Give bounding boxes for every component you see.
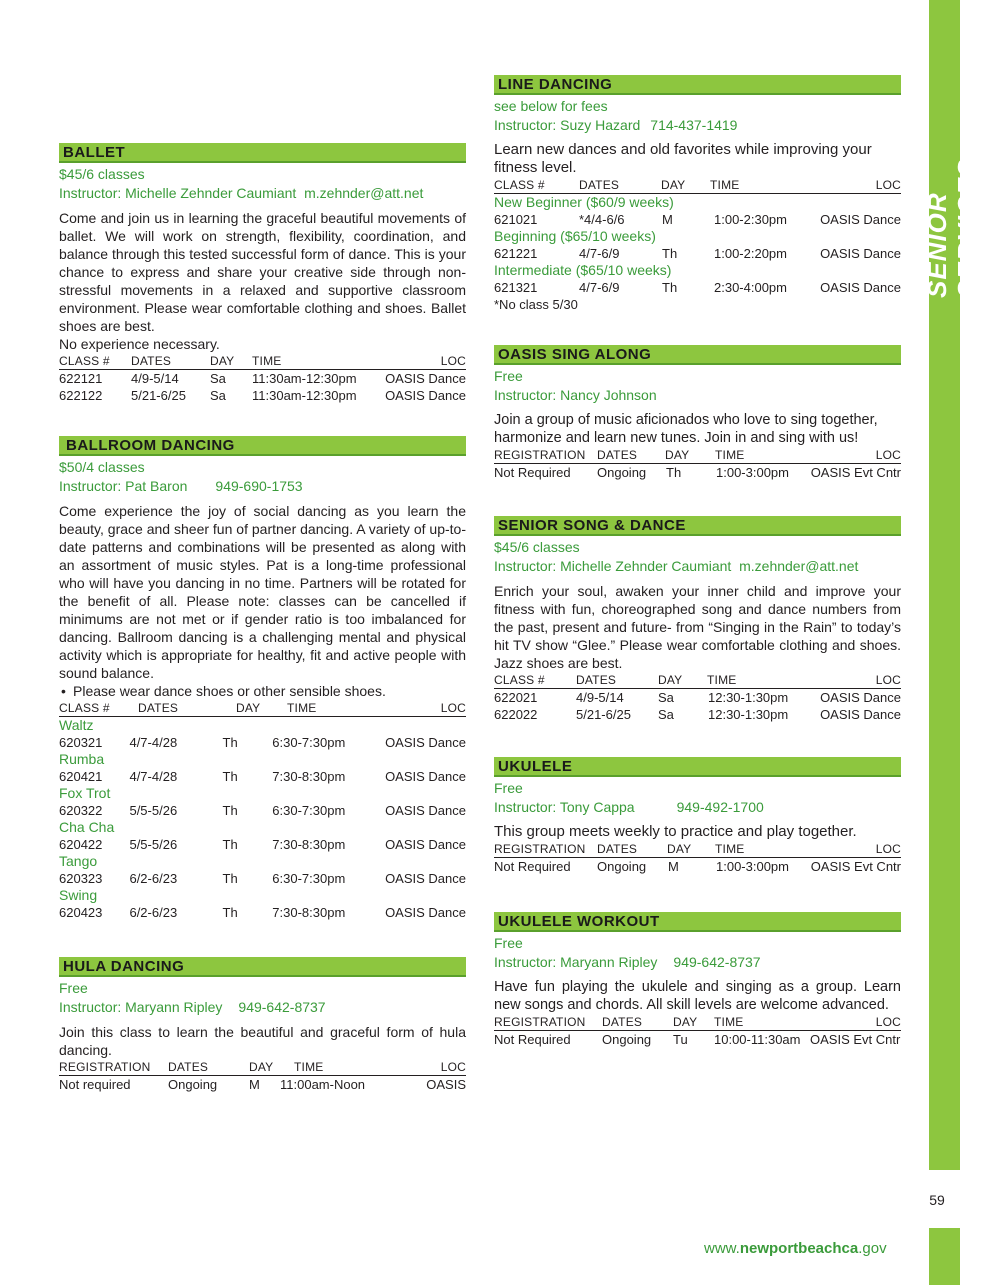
col-day: DAY — [236, 701, 261, 715]
contact: 949-642-8737 — [673, 954, 761, 970]
day: Th — [222, 735, 238, 750]
contact: 714-437-1419 — [650, 117, 738, 133]
time: 1:00-2:20pm — [714, 246, 787, 261]
col-dates: DATES — [597, 842, 638, 856]
col-day: DAY — [658, 673, 683, 687]
instructor: Instructor: Maryann Ripley — [494, 954, 658, 970]
section-title: UKULELE — [494, 757, 901, 777]
section-title: SENIOR SONG & DANCE — [494, 516, 901, 536]
description: Learn new dances and old favorites while improving your fitness level. — [494, 141, 872, 176]
day: M — [249, 1077, 260, 1092]
class-number: 621021 — [494, 212, 538, 227]
section-title: UKULELE WORKOUT — [494, 912, 901, 932]
class-number: 622021 — [494, 690, 538, 705]
hula-section — [59, 957, 466, 1093]
class-subheading: Tango — [59, 853, 98, 869]
section-title: BALLROOM DANCING — [59, 436, 466, 456]
col-time: TIME — [287, 701, 317, 715]
col-dates: DATES — [579, 178, 620, 192]
day: Th — [222, 871, 238, 886]
day: Th — [222, 837, 238, 852]
table-row — [59, 370, 466, 387]
col-loc: LOC — [875, 673, 901, 687]
dates: 4/7-4/28 — [129, 735, 178, 750]
footnote: *No class 5/30 — [494, 297, 578, 312]
url-domain: newportbeachca — [739, 1240, 859, 1257]
location: OASIS Dance — [385, 388, 466, 403]
col-registration: REGISTRATION — [494, 448, 586, 462]
instructor-line — [494, 798, 901, 817]
time: 7:30-8:30pm — [272, 769, 346, 784]
location: OASIS Dance — [385, 735, 466, 750]
table-row — [59, 734, 466, 751]
class-subheading: Cha Cha — [59, 819, 115, 835]
class-number: 622122 — [59, 388, 103, 403]
col-class: CLASS # — [494, 178, 545, 192]
location: OASIS Dance — [385, 769, 466, 784]
time: 11:30am-12:30pm — [252, 371, 357, 386]
table-header — [59, 354, 466, 370]
location: OASIS Dance — [820, 280, 901, 295]
instructor-line — [494, 557, 901, 576]
instructor: Instructor: Suzy Hazard — [494, 117, 641, 133]
class-subheading: Fox Trot — [59, 785, 111, 801]
day: Th — [662, 280, 678, 295]
contact: 949-642-8737 — [238, 999, 326, 1015]
class-number: 620422 — [59, 837, 103, 852]
time: 1:00-3:00pm — [716, 465, 789, 480]
table-row — [494, 245, 901, 262]
location: OASIS Dance — [385, 371, 466, 386]
class-number: 620322 — [59, 803, 103, 818]
registration: Not Required — [494, 465, 571, 480]
description: Come and join us in learning the graceful beautiful movements of ballet. We will work on strength, flexibility, coordination, and balance through this tested successful form of dance. This is your chance to express and share your creative side through non-stressful movements in a relaxed and supportive classroom environment. Please wear comfortable clothing and shoes. Ballet shoes are best. — [59, 210, 466, 334]
instructor-line — [59, 477, 466, 496]
class-subheading: Beginning ($65/10 weeks) — [494, 228, 656, 244]
col-loc: LOC — [875, 842, 901, 856]
col-class: CLASS # — [494, 673, 545, 687]
location: OASIS Evt Cntr — [810, 1032, 901, 1047]
col-time: TIME — [714, 1015, 744, 1029]
location: OASIS Evt Cntr — [810, 859, 901, 874]
col-time: TIME — [252, 354, 282, 368]
day: Th — [222, 769, 238, 784]
col-time: TIME — [715, 448, 745, 462]
col-time: TIME — [707, 673, 737, 687]
table-header — [494, 178, 901, 194]
col-time: TIME — [294, 1060, 324, 1074]
fee: Free — [59, 980, 88, 996]
table-row — [494, 858, 901, 875]
table-row — [59, 802, 466, 819]
location: OASIS Dance — [385, 905, 466, 920]
description: Come experience the joy of social dancing as you learn the beauty, grace and sheer fun of partner dancing. A variety of up-to-date patterns and combinations will be presented as along with an assortment of music styles. Pat is a long-time professional who will have you dancing in no time. Partners will be rotated for the benefit of all. Please note: classes can be cancelled if minimums are not met or if gender ratio is too imbalanced for dancing. Ballroom dancing is a challenging mental and physical activity which is appropriate for healthy, fit and active people with sound balance. — [59, 503, 466, 681]
time: 11:00am-Noon — [280, 1077, 366, 1092]
class-subheading: Swing — [59, 887, 98, 903]
instructor-line — [494, 116, 901, 135]
fee: see below for fees — [494, 98, 608, 114]
table-row — [59, 1076, 466, 1093]
col-dates: DATES — [576, 673, 617, 687]
bullet-note: • Please wear dance shoes or other sensible shoes. — [59, 682, 466, 700]
section-title: OASIS SING ALONG — [494, 345, 901, 365]
col-dates: DATES — [597, 448, 638, 462]
time: 6:30-7:30pm — [272, 735, 346, 750]
col-registration: REGISTRATION — [59, 1060, 151, 1074]
contact: 949-492-1700 — [676, 799, 764, 815]
contact: 949-690-1753 — [215, 478, 303, 494]
line-table-body — [494, 194, 901, 296]
time: 11:30am-12:30pm — [252, 388, 357, 403]
dates: 4/7-6/9 — [579, 280, 620, 295]
dates: 6/2-6/23 — [129, 871, 178, 886]
time: 2:30-4:00pm — [714, 280, 787, 295]
class-number: 620323 — [59, 871, 103, 886]
dates: 4/9-5/14 — [131, 371, 179, 386]
table-row — [59, 387, 466, 404]
description: Join this class to learn the beautiful and graceful form of hula dancing. — [59, 1024, 466, 1058]
col-registration: REGISTRATION — [494, 842, 586, 856]
day: Sa — [210, 388, 226, 403]
instructor-line — [494, 953, 901, 972]
day: Th — [222, 803, 238, 818]
day: Sa — [658, 690, 674, 705]
sing-along-section — [494, 345, 901, 481]
day: Tu — [673, 1032, 688, 1047]
sidebar-band-bottom — [929, 1228, 960, 1285]
sidebar-label: SENIOR SERVICES — [922, 158, 982, 298]
table-row — [494, 706, 901, 723]
time: 12:30-1:30pm — [708, 690, 789, 705]
dates: 5/21-6/25 — [131, 388, 186, 403]
col-registration: REGISTRATION — [494, 1015, 586, 1029]
table-header — [59, 701, 466, 717]
dates: 6/2-6/23 — [129, 905, 178, 920]
time: 6:30-7:30pm — [272, 803, 346, 818]
time: 7:30-8:30pm — [272, 837, 346, 852]
instructor: Instructor: Michelle Zehnder Caumiant — [494, 558, 732, 574]
table-row — [494, 211, 901, 228]
note: No experience necessary. — [59, 336, 220, 352]
location: OASIS Dance — [820, 690, 901, 705]
col-loc: LOC — [440, 354, 466, 368]
url-suffix: .gov — [858, 1240, 887, 1257]
table-header — [494, 673, 901, 689]
col-day: DAY — [210, 354, 235, 368]
col-time: TIME — [715, 842, 745, 856]
class-number: 620321 — [59, 735, 103, 750]
dates: Ongoing — [597, 465, 647, 480]
class-number: 621321 — [494, 280, 538, 295]
time: 1:00-2:30pm — [714, 212, 787, 227]
dates: 5/5-5/26 — [129, 837, 178, 852]
section-title: BALLET — [59, 143, 466, 163]
class-number: 622022 — [494, 707, 538, 722]
description: Join a group of music aficionados who love to sing together, harmonize and learn new tunes. Join in and sing with us! — [494, 412, 878, 446]
col-loc: LOC — [875, 178, 901, 192]
time: 1:00-3:00pm — [716, 859, 789, 874]
day: Th — [222, 905, 238, 920]
col-loc: LOC — [875, 448, 901, 462]
ballroom-table-body — [59, 717, 466, 921]
class-number: 622121 — [59, 371, 103, 386]
table-header — [494, 842, 901, 858]
ballroom-section — [59, 436, 466, 921]
col-loc: LOC — [875, 1015, 901, 1029]
day: M — [662, 212, 673, 227]
ukulele-section — [494, 757, 901, 875]
contact: m.zehnder@att.net — [304, 185, 424, 201]
location: OASIS Dance — [820, 246, 901, 261]
col-dates: DATES — [131, 354, 172, 368]
website-url[interactable] — [704, 1240, 887, 1257]
col-day: DAY — [673, 1015, 698, 1029]
fee: Free — [494, 780, 523, 796]
location: OASIS Dance — [385, 803, 466, 818]
class-number: 620421 — [59, 769, 103, 784]
location: OASIS Evt Cntr — [810, 465, 901, 480]
col-time: TIME — [710, 178, 740, 192]
class-subheading: Rumba — [59, 751, 105, 767]
table-row — [59, 836, 466, 853]
description: Have fun playing the ukulele and singing as a group. Learn new songs and chords. All skill levels are welcome advanced. — [494, 979, 901, 1013]
time: 6:30-7:30pm — [272, 871, 346, 886]
instructor: Instructor: Tony Cappa — [494, 799, 635, 815]
registration: Not Required — [494, 859, 571, 874]
instructor: Instructor: Maryann Ripley — [59, 999, 223, 1015]
table-row — [59, 870, 466, 887]
table-row — [494, 279, 901, 296]
instructor: Instructor: Nancy Johnson — [494, 387, 657, 403]
col-dates: DATES — [168, 1060, 209, 1074]
class-subheading: New Beginner ($60/9 weeks) — [494, 194, 674, 210]
instructor: Instructor: Pat Baron — [59, 478, 188, 494]
col-day: DAY — [665, 448, 690, 462]
description: Enrich your soul, awaken your inner child and improve your fitness with fun, choreographed song and dance numbers from the past, present and future- from “Singing in the Rain” to today’s hit TV show “Glee.” Please wear comfortable clothing and shoes. Jazz shoes are best. — [494, 583, 901, 671]
instructor-line — [59, 998, 466, 1017]
col-loc: LOC — [440, 1060, 466, 1074]
dates: Ongoing — [597, 859, 647, 874]
table-header — [494, 448, 901, 464]
ukulele-workout-section — [494, 912, 901, 1048]
dates: 4/9-5/14 — [576, 690, 624, 705]
col-loc: LOC — [440, 701, 466, 715]
fee: $45/6 classes — [59, 166, 145, 182]
day: Th — [662, 246, 678, 261]
table-header — [59, 1060, 466, 1076]
description: This group meets weekly to practice and play together. — [494, 823, 857, 840]
instructor: Instructor: Michelle Zehnder Caumiant — [59, 185, 297, 201]
location: OASIS — [426, 1077, 466, 1092]
dates: Ongoing — [168, 1077, 218, 1092]
col-class: CLASS # — [59, 354, 110, 368]
table-row — [59, 904, 466, 921]
table-row — [59, 768, 466, 785]
time: 12:30-1:30pm — [708, 707, 789, 722]
location: OASIS Dance — [385, 837, 466, 852]
song-dance-section — [494, 516, 901, 723]
table-row — [494, 464, 901, 481]
location: OASIS Dance — [820, 707, 901, 722]
col-dates: DATES — [602, 1015, 643, 1029]
dates: 4/7-6/9 — [579, 246, 620, 261]
time: 7:30-8:30pm — [272, 905, 346, 920]
class-number: 620423 — [59, 905, 103, 920]
location: OASIS Dance — [820, 212, 901, 227]
section-title: HULA DANCING — [59, 957, 466, 977]
fee: $50/4 classes — [59, 459, 145, 475]
col-dates: DATES — [138, 701, 179, 715]
registration: Not required — [59, 1077, 131, 1092]
col-day: DAY — [667, 842, 692, 856]
col-day: DAY — [661, 178, 686, 192]
section-title: LINE DANCING — [494, 75, 901, 95]
dates: 5/21-6/25 — [576, 707, 631, 722]
table-header — [494, 1015, 901, 1031]
instructor-line — [59, 184, 466, 203]
fee: $45/6 classes — [494, 539, 580, 555]
registration: Not Required — [494, 1032, 571, 1047]
class-number: 621221 — [494, 246, 538, 261]
col-day: DAY — [249, 1060, 274, 1074]
dates: Ongoing — [602, 1032, 652, 1047]
ballet-section — [59, 143, 466, 404]
dates: *4/4-6/6 — [579, 212, 625, 227]
location: OASIS Dance — [385, 871, 466, 886]
contact: m.zehnder@att.net — [739, 558, 859, 574]
line-dancing-section — [494, 75, 901, 313]
page-number: 59 — [929, 1192, 945, 1208]
day: Sa — [658, 707, 674, 722]
class-subheading: Waltz — [59, 717, 94, 733]
dates: 5/5-5/26 — [129, 803, 178, 818]
table-row — [494, 1031, 901, 1048]
day: Sa — [210, 371, 226, 386]
table-row — [494, 689, 901, 706]
fee: Free — [494, 935, 523, 951]
dates: 4/7-4/28 — [129, 769, 178, 784]
url-prefix: www. — [704, 1240, 740, 1257]
day: M — [668, 859, 679, 874]
col-class: CLASS # — [59, 701, 110, 715]
time: 10:00-11:30am — [714, 1032, 801, 1047]
class-subheading: Intermediate ($65/10 weeks) — [494, 262, 672, 278]
fee: Free — [494, 368, 523, 384]
day: Th — [666, 465, 682, 480]
